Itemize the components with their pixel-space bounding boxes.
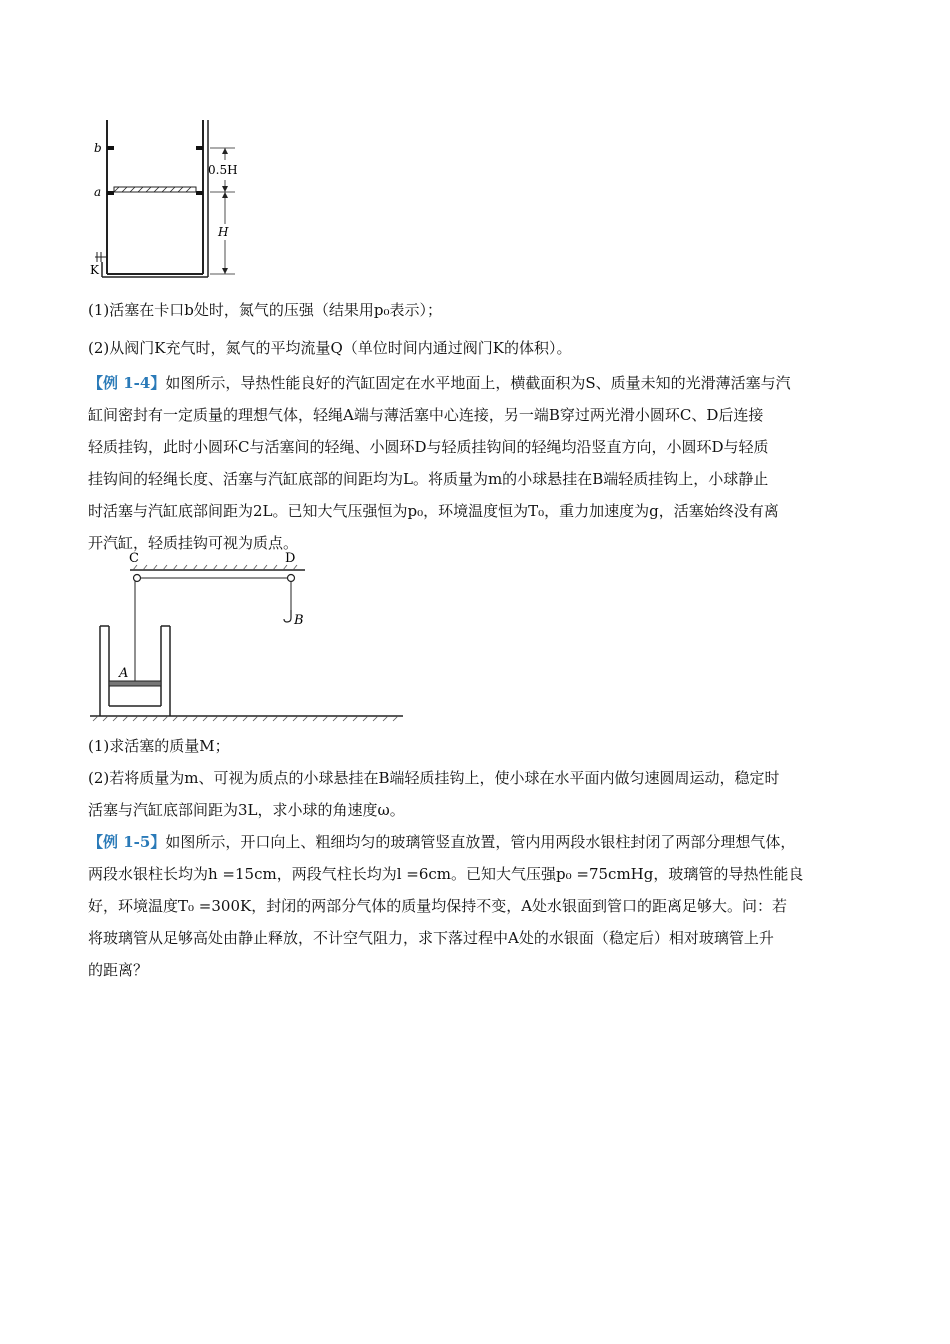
example-1-4-line-1: 【例 1-4】如图所示，导热性能良好的汽缸固定在水平地面上，横截面积为S、质量未知的光滑薄活塞与汽: [88, 374, 791, 392]
example-1-5-line-5: 的距离？: [88, 961, 149, 979]
example-tag: 【例 1-4】: [88, 374, 166, 392]
example-1-5: [88, 826, 863, 986]
question-1: (1)活塞在卡口b处时，氮气的压强（结果用p₀表示）；: [88, 301, 442, 319]
example-1-5-line-2: 两段水银柱长均为h =15cm，两段气柱长均为l =6cm。已知大气压强p₀ =75cmHg，玻璃管的导热性能良: [88, 865, 804, 883]
question-block-1: [88, 294, 863, 364]
cylinder-figure-2: [85, 548, 415, 728]
cylinder-figure-1: [85, 112, 265, 282]
label-k: K: [90, 263, 99, 277]
question-block-2: [88, 730, 863, 826]
label-c: C: [129, 551, 139, 566]
example-1-4-line-4: 挂钩间的轻绳长度、活塞与汽缸底部的间距均为L。将质量为m的小球悬挂在B端轻质挂钩上，小球静止: [88, 470, 769, 488]
label-0-5h: 0.5H: [208, 163, 238, 177]
question-2: (2)从阀门K充气时，氮气的平均流量Q（单位时间内通过阀门K的体积）。: [88, 339, 572, 357]
label-b: b: [94, 141, 102, 155]
example-1-5-line-1: 【例 1-5】如图所示，开口向上、粗细均匀的玻璃管竖直放置，管内用两段水银柱封闭了两部分理想气体，: [88, 833, 796, 851]
example-1-4: [88, 367, 863, 559]
example-1-4-line-2: 缸间密封有一定质量的理想气体，轻绳A端与薄活塞中心连接，另一端B穿过两光滑小圆环C、D后连接: [88, 406, 764, 424]
label-h: H: [218, 225, 229, 239]
example-tag: 【例 1-5】: [88, 833, 166, 851]
label-b: B: [294, 613, 304, 628]
label-a: A: [119, 666, 129, 681]
question-2-line-2: 活塞与汽缸底部间距为3L，求小球的角速度ω。: [88, 801, 405, 819]
example-1-5-line-3: 好，环境温度T₀ =300K，封闭的两部分气体的质量均保持不变，A处水银面到管口的距离足够大。问：若: [88, 897, 788, 915]
question-1: (1)求活塞的质量M；: [88, 737, 230, 755]
example-1-4-line-5: 时活塞与汽缸底部间距为2L。已知大气压强恒为p₀，环境温度恒为T₀，重力加速度为g，活塞始终没有离: [88, 502, 779, 520]
example-1-5-line-4: 将玻璃管从足够高处由静止释放，不计空气阻力，求下落过程中A处的水银面（稳定后）相对玻璃管上升: [88, 929, 774, 947]
example-1-4-line-3: 轻质挂钩，此时小圆环C与活塞间的轻绳、小圆环D与轻质挂钩间的轻绳均沿竖直方向，小圆环D与轻质: [88, 438, 769, 456]
example-1-4-line-6: 开汽缸，轻质挂钩可视为质点。: [88, 534, 299, 552]
label-d: D: [285, 551, 296, 566]
label-a: a: [94, 185, 102, 199]
question-2-line-1: (2)若将质量为m、可视为质点的小球悬挂在B端轻质挂钩上，使小球在水平面内做匀速圆周运动，稳定时: [88, 769, 780, 787]
